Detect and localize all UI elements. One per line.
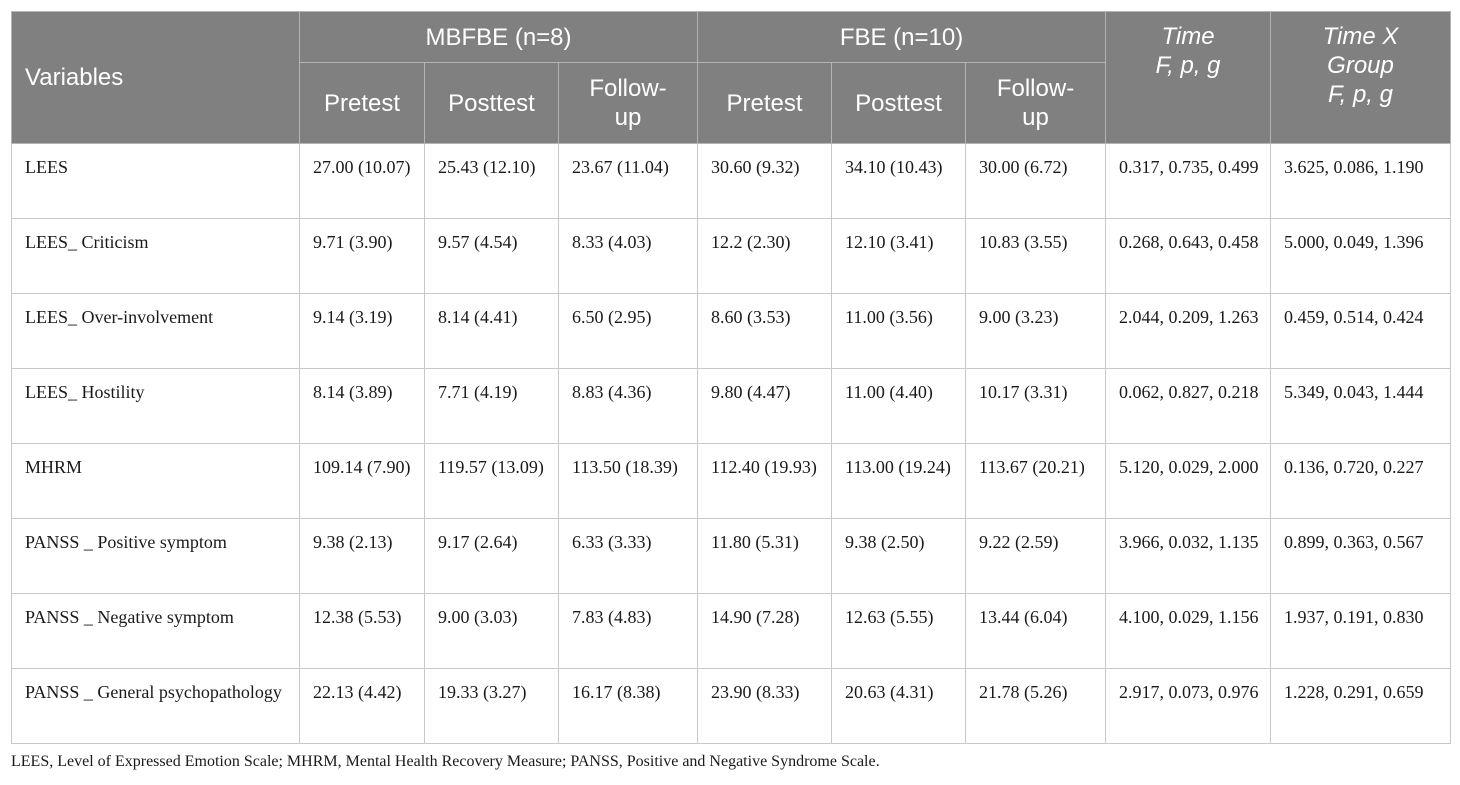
mbfbe-followup-cell: 113.50 (18.39)	[559, 444, 698, 519]
mbfbe-followup-cell: 6.33 (3.33)	[559, 519, 698, 594]
mbfbe-pretest-cell: 22.13 (4.42)	[300, 669, 425, 744]
fbe-followup-cell: 113.67 (20.21)	[966, 444, 1106, 519]
mbfbe-followup-cell: 6.50 (2.95)	[559, 294, 698, 369]
fbe-followup-cell: 9.00 (3.23)	[966, 294, 1106, 369]
mbfbe-posttest-cell: 9.00 (3.03)	[425, 594, 559, 669]
fbe-followup-cell: 30.00 (6.72)	[966, 144, 1106, 219]
variables-header: Variables	[12, 12, 300, 144]
mbfbe-posttest-cell: 8.14 (4.41)	[425, 294, 559, 369]
fbe-posttest-header: Posttest	[832, 63, 966, 144]
interaction-stat-cell: 1.228, 0.291, 0.659	[1271, 669, 1451, 744]
interaction-stat-header: Time X Group F, p, g	[1271, 12, 1451, 144]
variable-cell: PANSS _ Positive symptom	[12, 519, 300, 594]
variable-cell: MHRM	[12, 444, 300, 519]
mbfbe-followup-cell: 8.83 (4.36)	[559, 369, 698, 444]
fbe-pretest-cell: 11.80 (5.31)	[698, 519, 832, 594]
mbfbe-group-header: MBFBE (n=8)	[300, 12, 698, 63]
mbfbe-pretest-cell: 12.38 (5.53)	[300, 594, 425, 669]
fbe-followup-cell: 13.44 (6.04)	[966, 594, 1106, 669]
fbe-pretest-cell: 14.90 (7.28)	[698, 594, 832, 669]
time-stat-cell: 3.966, 0.032, 1.135	[1106, 519, 1271, 594]
fbe-followup-cell: 10.83 (3.55)	[966, 219, 1106, 294]
fbe-pretest-cell: 9.80 (4.47)	[698, 369, 832, 444]
interaction-stat-cell: 0.899, 0.363, 0.567	[1271, 519, 1451, 594]
fbe-pretest-cell: 12.2 (2.30)	[698, 219, 832, 294]
table-row	[12, 444, 1451, 519]
table-header	[12, 12, 1451, 144]
variable-cell: LEES	[12, 144, 300, 219]
table-footnote: LEES, Level of Expressed Emotion Scale; MHRM, Mental Health Recovery Measure; PANSS, Positive and Negative Syndrome Scale.	[11, 753, 880, 770]
variable-cell: LEES_ Hostility	[12, 369, 300, 444]
interaction-stat-cell: 3.625, 0.086, 1.190	[1271, 144, 1451, 219]
mbfbe-pretest-cell: 9.71 (3.90)	[300, 219, 425, 294]
fbe-followup-cell: 21.78 (5.26)	[966, 669, 1106, 744]
mbfbe-posttest-cell: 9.17 (2.64)	[425, 519, 559, 594]
time-stat-cell: 0.268, 0.643, 0.458	[1106, 219, 1271, 294]
time-stat-cell: 2.044, 0.209, 1.263	[1106, 294, 1271, 369]
fbe-pretest-cell: 23.90 (8.33)	[698, 669, 832, 744]
interaction-stat-cell: 0.459, 0.514, 0.424	[1271, 294, 1451, 369]
mbfbe-followup-cell: 23.67 (11.04)	[559, 144, 698, 219]
table-body	[12, 144, 1451, 744]
interaction-stat-cell: 5.000, 0.049, 1.396	[1271, 219, 1451, 294]
fbe-pretest-header: Pretest	[698, 63, 832, 144]
variable-cell: PANSS _ Negative symptom	[12, 594, 300, 669]
fbe-pretest-cell: 8.60 (3.53)	[698, 294, 832, 369]
table-row	[12, 669, 1451, 744]
mbfbe-posttest-cell: 9.57 (4.54)	[425, 219, 559, 294]
interaction-stat-cell: 5.349, 0.043, 1.444	[1271, 369, 1451, 444]
interaction-stat-cell: 1.937, 0.191, 0.830	[1271, 594, 1451, 669]
fbe-pretest-cell: 112.40 (19.93)	[698, 444, 832, 519]
time-stat-cell: 5.120, 0.029, 2.000	[1106, 444, 1271, 519]
results-table	[11, 11, 1451, 744]
fbe-followup-cell: 9.22 (2.59)	[966, 519, 1106, 594]
fbe-posttest-cell: 9.38 (2.50)	[832, 519, 966, 594]
time-stat-cell: 4.100, 0.029, 1.156	[1106, 594, 1271, 669]
table-row	[12, 294, 1451, 369]
fbe-posttest-cell: 113.00 (19.24)	[832, 444, 966, 519]
time-stat-header: Time F, p, g	[1106, 12, 1271, 144]
table-row	[12, 369, 1451, 444]
mbfbe-pretest-cell: 8.14 (3.89)	[300, 369, 425, 444]
fbe-posttest-cell: 12.63 (5.55)	[832, 594, 966, 669]
variable-cell: PANSS _ General psychopathology	[12, 669, 300, 744]
fbe-posttest-cell: 11.00 (4.40)	[832, 369, 966, 444]
mbfbe-followup-cell: 7.83 (4.83)	[559, 594, 698, 669]
time-stat-cell: 0.317, 0.735, 0.499	[1106, 144, 1271, 219]
mbfbe-posttest-cell: 25.43 (12.10)	[425, 144, 559, 219]
fbe-posttest-cell: 20.63 (4.31)	[832, 669, 966, 744]
mbfbe-followup-header: Follow- up	[559, 63, 698, 144]
mbfbe-posttest-cell: 19.33 (3.27)	[425, 669, 559, 744]
fbe-group-header: FBE (n=10)	[698, 12, 1106, 63]
mbfbe-pretest-cell: 109.14 (7.90)	[300, 444, 425, 519]
interaction-stat-cell: 0.136, 0.720, 0.227	[1271, 444, 1451, 519]
table-row	[12, 594, 1451, 669]
variable-cell: LEES_ Criticism	[12, 219, 300, 294]
mbfbe-pretest-cell: 9.38 (2.13)	[300, 519, 425, 594]
mbfbe-followup-cell: 8.33 (4.03)	[559, 219, 698, 294]
fbe-pretest-cell: 30.60 (9.32)	[698, 144, 832, 219]
table-row	[12, 144, 1451, 219]
mbfbe-pretest-header: Pretest	[300, 63, 425, 144]
variable-cell: LEES_ Over-involvement	[12, 294, 300, 369]
mbfbe-followup-cell: 16.17 (8.38)	[559, 669, 698, 744]
mbfbe-pretest-cell: 27.00 (10.07)	[300, 144, 425, 219]
mbfbe-posttest-cell: 7.71 (4.19)	[425, 369, 559, 444]
time-stat-cell: 2.917, 0.073, 0.976	[1106, 669, 1271, 744]
table-row	[12, 519, 1451, 594]
mbfbe-posttest-header: Posttest	[425, 63, 559, 144]
mbfbe-posttest-cell: 119.57 (13.09)	[425, 444, 559, 519]
time-stat-cell: 0.062, 0.827, 0.218	[1106, 369, 1271, 444]
fbe-followup-cell: 10.17 (3.31)	[966, 369, 1106, 444]
fbe-posttest-cell: 34.10 (10.43)	[832, 144, 966, 219]
table-row	[12, 219, 1451, 294]
fbe-posttest-cell: 12.10 (3.41)	[832, 219, 966, 294]
mbfbe-pretest-cell: 9.14 (3.19)	[300, 294, 425, 369]
fbe-posttest-cell: 11.00 (3.56)	[832, 294, 966, 369]
fbe-followup-header: Follow- up	[966, 63, 1106, 144]
